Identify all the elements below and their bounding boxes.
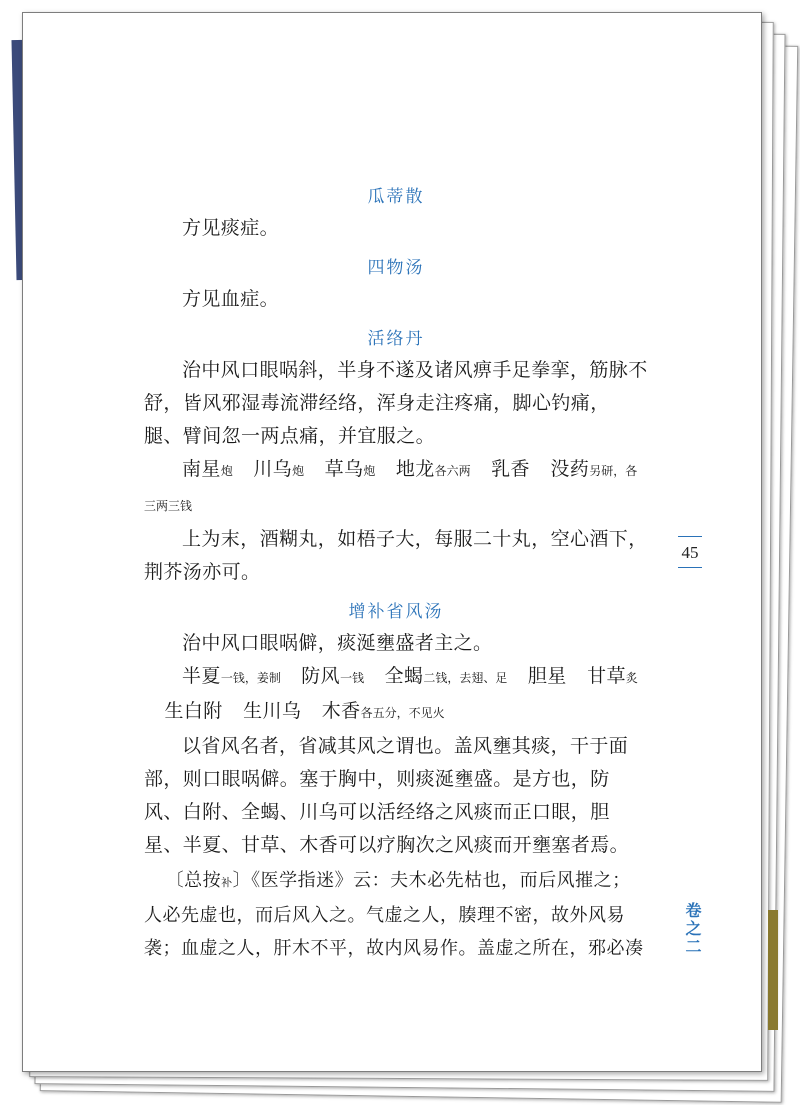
ingredient-name: 胆星 <box>527 665 567 687</box>
ingredient-name: 全蝎 <box>384 665 424 687</box>
ingredient-note: 炙 <box>625 671 638 685</box>
ingredient-name: 南星 <box>182 458 221 480</box>
ingredient-note: 各六两 <box>434 464 471 478</box>
ingredient-name: 生白附 <box>164 700 223 722</box>
ingredient-note: 一钱，姜制 <box>220 671 281 685</box>
ingredient-note: 另研，各三两三钱 <box>144 464 638 513</box>
note-small: 补 <box>221 876 233 889</box>
ingredient-note: 二钱，去翅、足 <box>423 671 508 685</box>
page-number: 45 <box>678 536 702 568</box>
ingredient-name: 没药 <box>550 458 590 480</box>
ingredient-name: 甘草 <box>587 665 626 687</box>
ingredient-name: 生川乌 <box>243 700 302 722</box>
ingredient-note: 各五分，不见火 <box>360 706 445 720</box>
ingredient-name: 半夏 <box>182 665 221 687</box>
ingredient-name: 地龙 <box>395 458 435 480</box>
section-title: 增补省风汤 <box>348 602 444 622</box>
ingredient-list <box>144 453 648 523</box>
note-open: 〔总按 <box>165 870 222 891</box>
ingredient-note: 一钱 <box>340 671 365 685</box>
paragraph: 以省风名者，省减其风之谓也。盖风壅其痰，干于面部，则口眼㖞僻。塞于胸中，则痰涎壅盛。是方也，防风、白附、全蝎、川乌可以活经络之风痰而正口眼，胆星、半夏、甘草、木香可以疗胸次之风痰而开壅塞者焉。 <box>144 735 630 856</box>
paragraph: 治中风口眼㖞僻，痰涎壅盛者主之。 <box>182 632 493 654</box>
paragraph: 方见血症。 <box>182 288 280 310</box>
paragraph: 上为末，酒糊丸，如梧子大，每服二十丸，空心酒下，荆芥汤亦可。 <box>144 528 648 583</box>
paragraph: 方见痰症。 <box>182 217 280 239</box>
ingredient-note: 炮 <box>292 464 305 478</box>
chapter-label: 卷之二 <box>683 902 702 956</box>
note-body: 〕《医学指迷》云：夫木必先枯也，而后风摧之；人必先虚也，而后风入之。气虚之人，腠理不密，故外风易袭；血虚之人，肝木不平，故内风易作。盖虚之所在，邪必凑 <box>144 870 644 959</box>
ingredient-name: 防风 <box>301 665 341 687</box>
cover-edge-bottom <box>768 910 778 1030</box>
section-title: 活络丹 <box>367 329 425 349</box>
ingredient-note: 炮 <box>363 464 376 478</box>
section-title: 瓜蒂散 <box>367 187 425 207</box>
paragraph: 治中风口眼㖞斜，半身不遂及诸风痹手足拳挛，筋脉不舒，皆风邪湿毒流滞经络，浑身走注疼痛，脚心钓痛，腿、臂间忽一两点痛，并宜服之。 <box>144 359 648 447</box>
editor-note <box>144 864 648 965</box>
ingredient-name: 草乌 <box>324 458 364 480</box>
ingredient-list <box>144 660 648 730</box>
section-title: 四物汤 <box>367 258 425 278</box>
ingredient-name: 乳香 <box>491 458 530 480</box>
page-content <box>144 178 648 965</box>
ingredient-note: 炮 <box>220 464 233 478</box>
ingredient-name: 川乌 <box>253 458 293 480</box>
ingredient-name: 木香 <box>321 700 361 722</box>
